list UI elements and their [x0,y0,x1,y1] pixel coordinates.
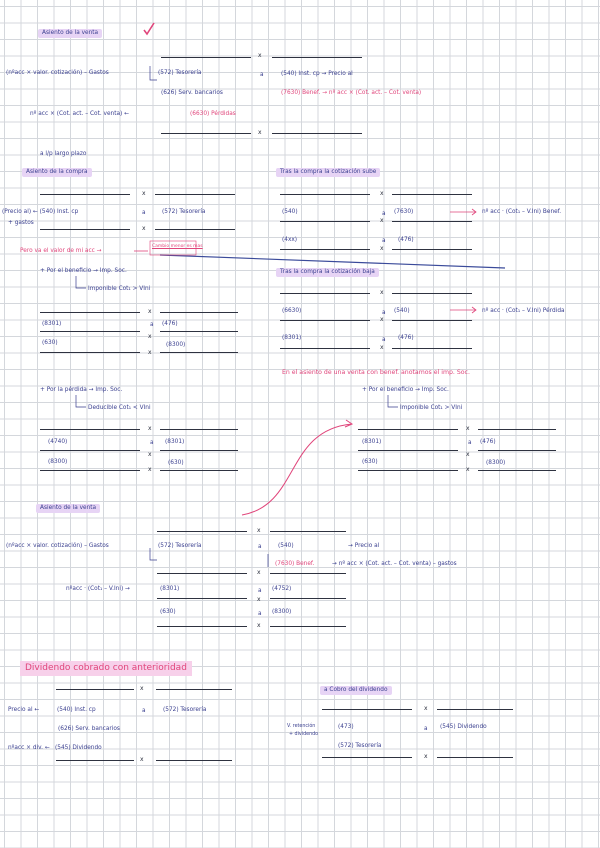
account: (626) Serv. bancarios [161,90,223,96]
rule [392,194,472,195]
account: (8301) [165,439,185,445]
cross-mark: x [380,344,384,351]
rule [280,348,370,349]
a-separator: a [382,238,386,244]
account: (630) [168,460,184,466]
account: (8300) [272,609,292,615]
rule [160,450,238,451]
diagonal-line [160,255,505,268]
heading-cotizacion-sube: Tras la compra la cotización sube [276,168,380,177]
curved-arrow-icon [242,424,352,515]
rule [392,348,472,349]
cross-mark: x [148,308,152,315]
left-note: + dividendo [289,732,319,737]
cross-mark: x [380,217,384,224]
red-note: Pero va el valor de mi acc → [20,248,102,254]
a-separator: a [382,337,386,343]
account: (630) [160,609,176,615]
rule [437,757,513,758]
arrow-text: nº acc · (Cot₁ – V.Ini) Benef. [482,209,562,215]
account: (8301) [282,335,302,341]
account: (572) Tesorería [158,543,202,549]
cross-mark: x [140,756,144,763]
a-separator: a [258,544,262,550]
account: (476) [480,439,496,445]
rule [40,470,140,471]
cross-mark: x [257,527,261,534]
cross-mark: x [424,753,428,760]
a-separator: a [142,210,146,216]
rule [280,293,370,294]
rule [270,531,346,532]
cross-mark: x [466,466,470,473]
note-venta-benef: En el asiento de una venta con benef. anotamos el imp. Soc. [282,369,470,376]
account: (8300) [486,460,506,466]
account: (572) Tesorería [162,209,206,215]
account: (8300) [48,459,68,465]
rule [157,531,247,532]
account: (7630) [394,209,414,215]
rule [161,57,251,58]
left-label-2: nºacc · (Cot₁ – V.Ini) → [66,586,130,592]
rule [160,312,238,313]
rule [56,689,134,690]
rule [358,429,458,430]
hook-arrow-icon [388,395,398,407]
heading-beneficio-impsoc: + Por el beneficio → Imp. Soc. [40,268,127,274]
account: (8300) [166,342,186,348]
account: (626) Serv. bancarios [58,726,120,732]
rule [270,598,346,599]
a-separator: a [468,440,472,446]
a-separator: a [150,322,154,328]
rule [280,320,370,321]
cross-mark: x [148,425,152,432]
rule [156,760,232,761]
rule [322,757,412,758]
a-separator: a [424,726,428,732]
arrow-icon [450,307,476,313]
left-sub: + gastos [8,220,34,226]
cross-mark: x [380,316,384,323]
rule [272,57,362,58]
cross-mark: x [258,52,262,59]
a-separator: a [260,72,264,78]
rule [392,221,472,222]
account-loss: (6630) Pérdidas [190,111,236,117]
account-benefit: (7630) Benef. → nº acc × (Cot. act. – Cot. venta) [281,90,422,96]
rule [155,194,235,195]
rule [40,229,130,230]
account: (540) Inst. cp [57,707,96,713]
rule [478,450,556,451]
heading-perdida-impsoc: + Por la pérdida → Imp. Soc. [40,387,123,393]
rule [272,133,362,134]
rule [40,352,140,353]
rule [280,249,370,250]
rule [157,598,247,599]
rule [160,331,238,332]
imponible-label-2: Imponible Cot₁ > VIni [400,405,463,411]
rule [40,194,130,195]
heading-dividendo: Dividendo cobrado con anterioridad [20,661,192,676]
account: (476) [162,321,178,327]
rule [160,429,238,430]
rule [437,709,513,710]
cross-mark: x [466,451,470,458]
cross-mark: x [424,705,428,712]
account: (4xx) [282,237,298,243]
a-separator: a [382,211,386,217]
rule [40,331,140,332]
rule [160,470,238,471]
deducible-label: Deducible Cot₁ < VIni [88,405,151,411]
rule [478,470,556,471]
cross-mark: x [380,245,384,252]
rule [478,429,556,430]
hook-arrow-icon [76,276,86,288]
hook-arrow-icon [150,548,157,560]
heading-cotizacion-baja: Tras la compra la cotización baja [276,268,379,277]
cross-mark: x [257,569,261,576]
left-label: (Precio al) ← (540) Inst. cp [2,209,79,215]
cross-mark: x [142,225,146,232]
rule [392,320,472,321]
rule [392,293,472,294]
hook-arrow-icon [76,395,86,407]
hook-arrow-icon [150,66,157,80]
account: (8301) [42,321,62,327]
heading-asiento-venta: Asiento de la venta [38,29,102,38]
account: (540) [282,209,298,215]
account: (4740) [48,439,68,445]
account-benefit: (7630) Benef. [275,561,315,567]
rule [270,626,346,627]
a-separator: a [150,440,154,446]
cross-mark: x [148,451,152,458]
rule [270,573,346,574]
rule [322,709,412,710]
rule [392,249,472,250]
arrow-text: nº acc · (Cot₁ – V.Ini) Pérdida [482,308,565,314]
loss-label: nº acc × (Cot. act. – Cot. venta) ← [30,111,129,117]
left-label: (nºacc × valor. cotización) – Gastos [6,543,109,549]
left-note: V. retención [287,724,316,729]
cross-mark: x [148,466,152,473]
heading-asiento-compra: Asiento de la compra [22,168,92,177]
account: (540) [394,308,410,314]
account: (540) [278,543,294,549]
account: (630) [42,340,58,346]
left-label: nºacc × div. ← [8,745,50,751]
cross-mark: x [148,333,152,340]
precio-note: → Precio al [348,543,380,549]
cross-mark: x [380,289,384,296]
a-separator: a [258,588,262,594]
account: (476) [398,335,414,341]
rule [56,760,134,761]
account: (545) Dividendo [440,724,487,730]
rule [358,450,458,451]
rule [160,352,238,353]
rule [280,194,370,195]
account: (572) Tesorería [158,70,202,76]
a-separator: a [382,310,386,316]
cross-mark: x [257,596,261,603]
account: (630) [362,459,378,465]
note-lp: a l/p largo plazo [40,151,87,157]
account: (545) Dividendo [55,745,102,751]
rule [156,689,232,690]
cross-mark: x [258,129,262,136]
benefit-note: → nº acc × (Cot. act. – Cot. venta) – gastos [332,561,457,567]
account: (6630) [282,308,302,314]
left-label: (nºacc × valor. cotización) – Gastos [6,70,109,76]
rule [40,312,140,313]
account: (572) Tesorería [338,743,382,749]
rule [358,470,458,471]
cross-mark: x [148,349,152,356]
arrow-icon [450,209,476,215]
rule [40,450,140,451]
rule [155,229,235,230]
check-icon [143,22,155,36]
red-small-note: Cambio menor es mas [152,244,203,249]
account: (473) [338,724,354,730]
account: (8301) [362,439,382,445]
heading-cobro-dividendo: a Cobro del dividendo [320,686,392,695]
rule [40,429,140,430]
account: (8301) [160,586,180,592]
cross-mark: x [466,425,470,432]
heading-beneficio-impsoc-2: + Por el beneficio → Imp. Soc. [362,387,449,393]
account: (540) Inst. cp → Precio al [281,71,353,77]
cross-mark: x [380,190,384,197]
cross-mark: x [140,685,144,692]
account: (476) [398,237,414,243]
left-label: Precio al ← [8,707,40,713]
imponible-label: Imponible Cot₁ > VIni [88,286,151,292]
rule [157,626,247,627]
account: (4752) [272,586,292,592]
cross-mark: x [257,622,261,629]
rule [157,573,247,574]
rule [280,221,370,222]
heading-asiento-venta-2: Asiento de la venta [36,504,100,513]
a-separator: a [142,708,146,714]
cross-mark: x [142,190,146,197]
a-separator: a [258,611,262,617]
rule [161,133,251,134]
account: (572) Tesorería [163,707,207,713]
